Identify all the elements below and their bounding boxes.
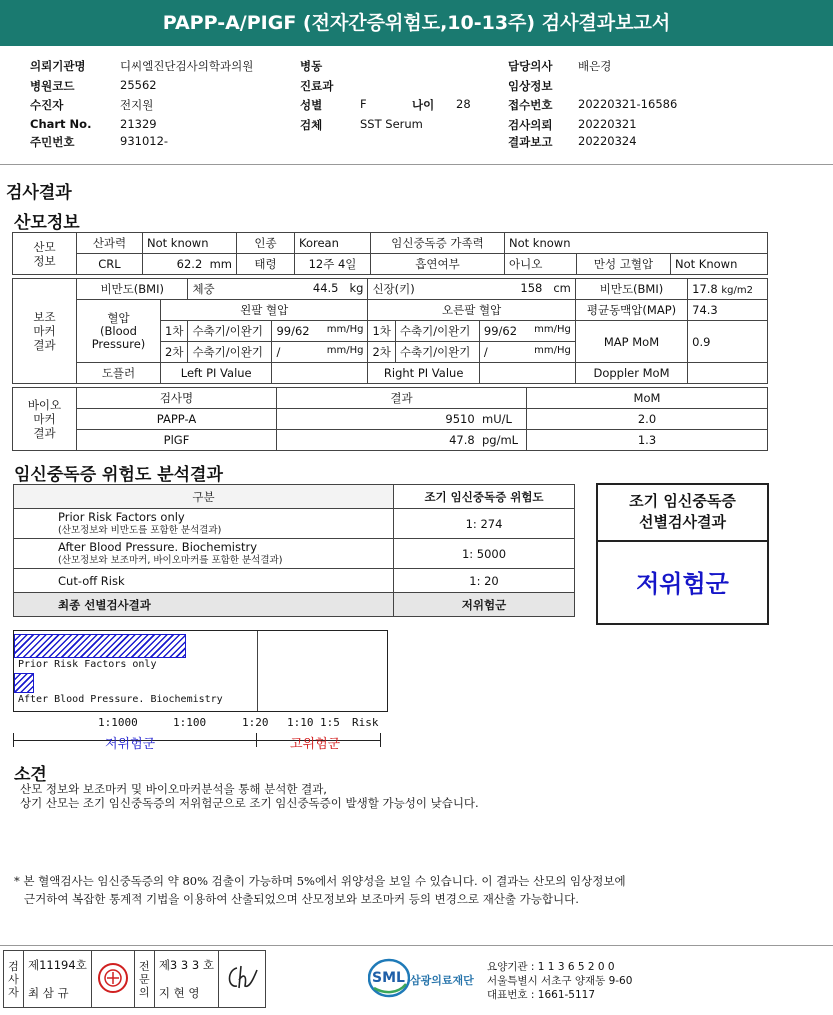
org-contact bbox=[487, 960, 632, 1002]
examiner-label: 검 사 자 bbox=[4, 951, 24, 1008]
bmi-value: 17.8 bbox=[692, 282, 718, 296]
right-sysdia-1: 수축기/이완기 bbox=[395, 321, 479, 342]
weight-unit: kg bbox=[349, 281, 364, 295]
patient-label: 수진자 bbox=[30, 98, 64, 112]
risk-row-value: 1: 274 bbox=[394, 509, 575, 539]
ward-label: 병동 bbox=[300, 59, 323, 73]
doctor-label: 담당의사 bbox=[508, 59, 553, 73]
family-label: 임신중독증 가족력 bbox=[371, 233, 505, 254]
weight-value: 44.5 bbox=[312, 281, 339, 295]
report-label: 결과보고 bbox=[508, 135, 553, 149]
institution-value: 디씨엘진단검사의학과의원 bbox=[120, 59, 254, 73]
left-pi-label: Left PI Value bbox=[161, 363, 272, 384]
doctor-value: 배은경 bbox=[578, 59, 612, 73]
bio-mom: 2.0 bbox=[527, 409, 768, 430]
risk-col-risk: 조기 임신중독증 위험도 bbox=[394, 485, 575, 509]
parity-value: Not known bbox=[143, 233, 237, 254]
ga-label: 태령 bbox=[237, 254, 295, 275]
left-first-label: 1차 bbox=[161, 321, 188, 342]
tick-label: Risk bbox=[352, 716, 379, 729]
section-maternal-title: 산모정보 bbox=[14, 213, 80, 233]
left-bp-2: / bbox=[276, 345, 281, 359]
after-bp-bar bbox=[14, 673, 34, 693]
prior-risk-bar-label: Prior Risk Factors only bbox=[18, 659, 157, 670]
bio-value: 9510 bbox=[445, 412, 475, 426]
bio-mom: 1.3 bbox=[527, 430, 768, 451]
tick-label: 1:1000 bbox=[98, 716, 138, 729]
risk-bar-chart bbox=[13, 630, 388, 712]
signature-table bbox=[3, 950, 266, 1008]
screening-result-box bbox=[596, 483, 769, 625]
risk-row-value: 1: 20 bbox=[394, 569, 575, 593]
institution-label: 의뢰기관명 bbox=[30, 59, 86, 73]
bio-group-label: 바이오 마커 결과 bbox=[13, 388, 77, 451]
report-value: 20220324 bbox=[578, 134, 637, 148]
opinion-text bbox=[20, 782, 479, 810]
org-code: 요양기관 : 1 1 3 6 5 2 0 0 bbox=[487, 961, 615, 973]
risk-row-title: Cut-off Risk bbox=[14, 569, 394, 593]
dept-label: 진료과 bbox=[300, 79, 334, 93]
htn-label: 만성 고혈압 bbox=[577, 254, 671, 275]
bio-col-mom: MoM bbox=[527, 388, 768, 409]
low-risk-scale-label: 저위험군 bbox=[105, 737, 156, 752]
right-arm-label: 오른팔 혈압 bbox=[368, 300, 575, 321]
opinion-line: 산모 정보와 보조마커 및 바이오마커분석을 통해 분석한 결과, bbox=[20, 782, 327, 796]
maternal-group-label: 산모 정보 bbox=[13, 233, 77, 275]
race-value: Korean bbox=[295, 233, 371, 254]
receipt-label: 접수번호 bbox=[508, 98, 553, 112]
aux-marker-table bbox=[12, 278, 768, 384]
clinical-label: 임상정보 bbox=[508, 79, 553, 93]
examiner-name: 최 삼 규 bbox=[24, 979, 92, 1008]
id-value: 931012- bbox=[120, 134, 169, 148]
reviewer-signature bbox=[218, 951, 265, 1008]
left-bp-2-unit: mm/Hg bbox=[326, 345, 364, 356]
cutoff-line bbox=[257, 631, 258, 711]
table-row bbox=[14, 569, 575, 593]
map-label: 평균동맥압(MAP) bbox=[575, 300, 687, 321]
right-sysdia-2: 수축기/이완기 bbox=[395, 342, 479, 363]
high-risk-scale-label: 고위험군 bbox=[290, 737, 341, 752]
parity-label: 산과력 bbox=[77, 233, 143, 254]
table-row bbox=[13, 409, 768, 430]
section-result-title: 검사결과 bbox=[6, 183, 72, 203]
tick-label: 1:100 bbox=[173, 716, 207, 729]
tick-label: 1:5 bbox=[320, 716, 340, 729]
right-bp-2-unit: mm/Hg bbox=[534, 345, 571, 356]
risk-row-sub: (산모정보와 보조마커, 바이오마커를 포함한 분석결과) bbox=[58, 554, 283, 566]
smoking-label: 흡연여부 bbox=[371, 254, 505, 275]
report-title: PAPP-A/PIGF (전자간증위험도,10-13주) 검사결과보고서 bbox=[0, 0, 833, 46]
risk-row-title: After Blood Pressure. Biochemistry bbox=[58, 539, 258, 554]
tick-label: 1:10 bbox=[287, 716, 314, 729]
risk-row-value: 1: 5000 bbox=[394, 539, 575, 569]
right-bp-1: 99/62 bbox=[483, 324, 518, 338]
weight-label: 체중 bbox=[192, 282, 215, 296]
risk-row-sub: (산모정보와 비만도를 포함한 분석결과) bbox=[58, 524, 222, 536]
id-label: 주민번호 bbox=[30, 135, 75, 149]
chart-value: 21329 bbox=[120, 117, 157, 131]
biomarker-table bbox=[12, 387, 768, 451]
doppler-mom-label: Doppler MoM bbox=[575, 363, 687, 384]
footnote bbox=[14, 872, 626, 908]
org-tel: 대표번호 : 1661-5117 bbox=[487, 989, 596, 1001]
scale-tick bbox=[380, 733, 381, 747]
bmi-label: 비만도(BMI) bbox=[77, 279, 188, 300]
reviewer-number: 제3 3 3 호 bbox=[154, 951, 218, 980]
risk-row-title: Prior Risk Factors only bbox=[58, 509, 185, 524]
aux-group-label: 보조 마커 결과 bbox=[13, 279, 77, 384]
specimen-label: 검체 bbox=[300, 118, 323, 132]
left-bp-1: 99/62 bbox=[276, 324, 310, 338]
crl-label: CRL bbox=[77, 254, 143, 275]
signature-icon bbox=[223, 962, 261, 994]
right-bp-1-unit: mm/Hg bbox=[534, 324, 571, 335]
footnote-line: * 본 혈액검사는 임신중독증의 약 80% 검출이 가능하며 5%에서 위양성을 보일 수 있습니다. 이 결과는 산모의 임상정보에 bbox=[14, 874, 626, 888]
right-pi-label: Right PI Value bbox=[368, 363, 479, 384]
age-label: 나이 bbox=[412, 98, 435, 112]
maternal-table bbox=[12, 232, 768, 275]
sml-logo bbox=[368, 958, 408, 998]
table-row bbox=[14, 509, 575, 539]
bp-label: 혈압 (Blood Pressure) bbox=[77, 300, 161, 363]
hosp-code-label: 병원코드 bbox=[30, 79, 75, 93]
map-value: 74.3 bbox=[688, 300, 768, 321]
race-label: 인종 bbox=[237, 233, 295, 254]
bio-name: PAPP-A bbox=[77, 409, 277, 430]
right-bp-2: / bbox=[483, 345, 488, 359]
left-sysdia-2: 수축기/이완기 bbox=[188, 342, 272, 363]
screening-box-title: 조기 임신중독증 선별검사결과 bbox=[598, 485, 767, 542]
patient-value: 전지원 bbox=[120, 98, 154, 112]
htn-value: Not Known bbox=[671, 254, 768, 275]
prior-risk-bar bbox=[14, 634, 186, 658]
tick-label: 1:20 bbox=[242, 716, 269, 729]
family-value: Not known bbox=[505, 233, 768, 254]
doppler-label: 도플러 bbox=[77, 363, 161, 384]
request-value: 20220321 bbox=[578, 117, 637, 131]
left-arm-label: 왼팔 혈압 bbox=[161, 300, 368, 321]
height-value: 158 bbox=[520, 281, 543, 295]
org-name: 삼광의료재단 bbox=[410, 974, 474, 987]
height-unit: cm bbox=[553, 281, 571, 295]
bio-value: 47.8 bbox=[449, 433, 475, 447]
risk-table bbox=[13, 484, 575, 617]
specimen-value: SST Serum bbox=[360, 117, 423, 131]
bmi-label-2: 비만도(BMI) bbox=[575, 279, 687, 300]
reviewer-label: 전 문 의 bbox=[134, 951, 154, 1008]
scale-tick bbox=[13, 733, 14, 747]
receipt-value: 20220321-16586 bbox=[578, 97, 678, 111]
screening-box-result: 저위험군 bbox=[636, 570, 729, 598]
map-mom-label: MAP MoM bbox=[575, 321, 687, 363]
map-mom-value: 0.9 bbox=[688, 321, 768, 363]
smoking-value: 아니오 bbox=[505, 254, 577, 275]
crl-value: 62.2 bbox=[176, 257, 203, 271]
final-result-label: 최종 선별검사결과 bbox=[14, 593, 394, 617]
examiner-seal bbox=[91, 951, 134, 1008]
hosp-code-value: 25562 bbox=[120, 78, 157, 92]
footnote-line: 근거하여 복잡한 통계적 기법을 이용하여 산출되었으며 산모정보와 보조마커 등의 변경으로 재산출 가능합니다. bbox=[24, 892, 579, 906]
scale-tick bbox=[256, 733, 257, 747]
left-second-label: 2차 bbox=[161, 342, 188, 363]
age-value: 28 bbox=[456, 97, 471, 111]
bio-col-result: 결과 bbox=[277, 388, 527, 409]
section-risk-title: 임신중독증 위험도 분석결과 bbox=[14, 465, 223, 485]
left-sysdia-1: 수축기/이완기 bbox=[188, 321, 272, 342]
header-divider bbox=[0, 164, 833, 165]
risk-col-div: 구분 bbox=[14, 485, 394, 509]
chart-label: Chart No. bbox=[30, 117, 92, 131]
final-result-value: 저위험군 bbox=[394, 593, 575, 617]
crl-unit: mm bbox=[209, 257, 232, 271]
examiner-number: 제11194호 bbox=[24, 951, 92, 980]
sml-logo-text: SML bbox=[372, 970, 405, 986]
bio-col-name: 검사명 bbox=[77, 388, 277, 409]
bio-unit: mU/L bbox=[482, 412, 512, 426]
sex-value: F bbox=[360, 97, 367, 111]
bmi-unit: kg/m2 bbox=[721, 285, 754, 296]
sex-label: 성별 bbox=[300, 98, 323, 112]
ga-value: 12주 4일 bbox=[295, 254, 371, 275]
org-address: 서울특별시 서초구 양재동 9-60 bbox=[487, 975, 633, 987]
height-label: 신장(키) bbox=[372, 282, 415, 296]
request-label: 검사의뢰 bbox=[508, 118, 553, 132]
bio-name: PlGF bbox=[77, 430, 277, 451]
left-bp-1-unit: mm/Hg bbox=[326, 324, 364, 335]
table-row bbox=[13, 430, 768, 451]
table-row bbox=[14, 539, 575, 569]
after-bp-bar-label: After Blood Pressure. Biochemistry bbox=[18, 694, 223, 705]
section-opinion-title: 소견 bbox=[14, 765, 47, 785]
right-second-label: 2차 bbox=[368, 342, 395, 363]
opinion-line: 상기 산모는 조기 임신중독증의 저위험군으로 조기 임신중독증이 발생할 가능성이 낮습니다. bbox=[20, 796, 479, 810]
footer-divider bbox=[0, 945, 833, 946]
seal-icon bbox=[96, 961, 130, 995]
reviewer-name: 지 현 영 bbox=[154, 979, 218, 1008]
right-first-label: 1차 bbox=[368, 321, 395, 342]
bio-unit: pg/mL bbox=[482, 433, 519, 447]
